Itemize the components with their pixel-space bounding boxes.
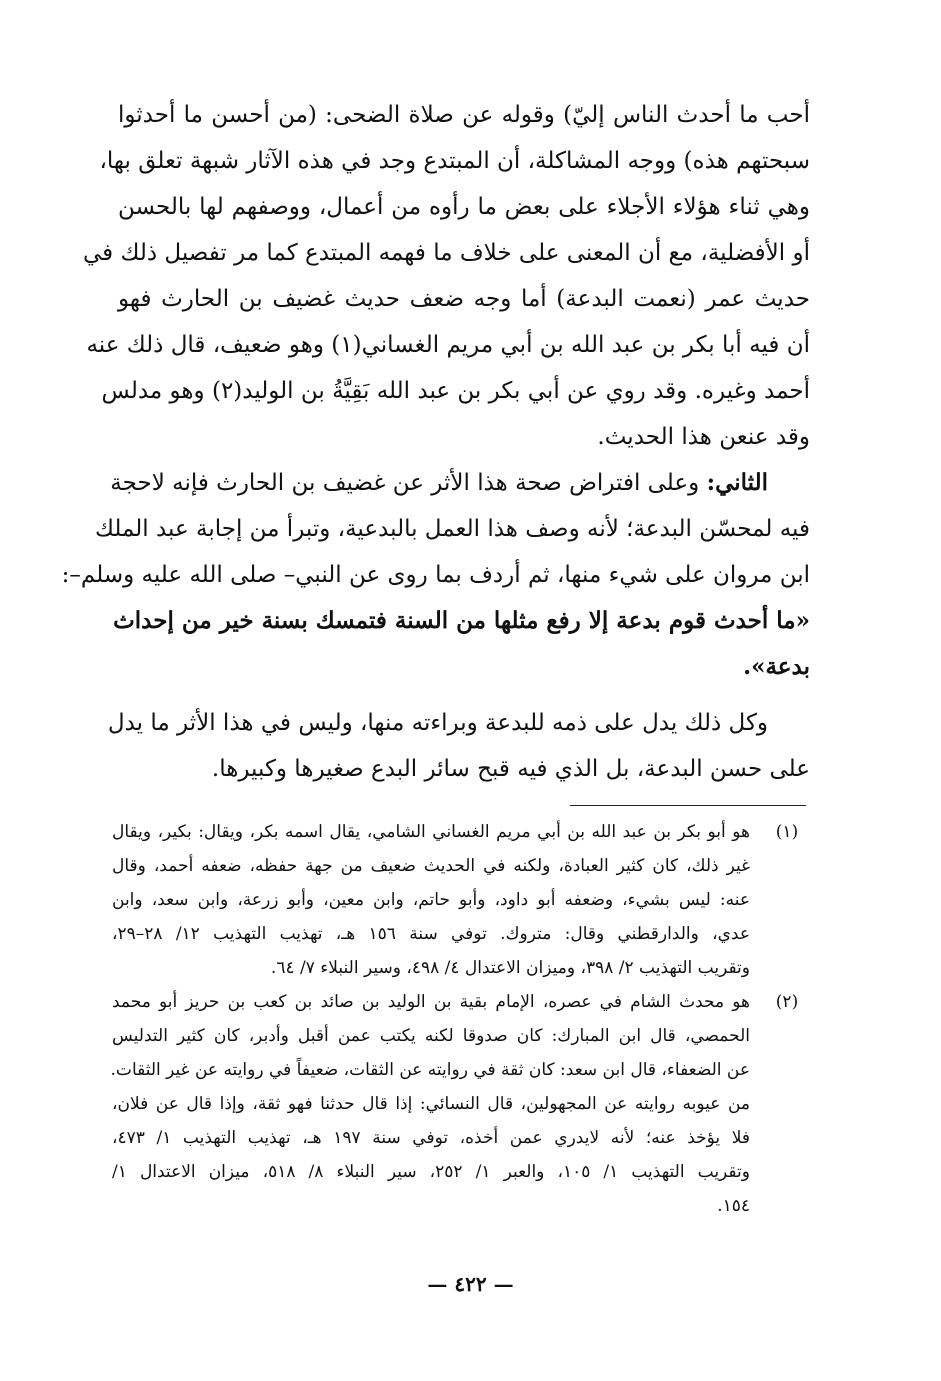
footnote-line: عن الضعفاء، قال ابن سعد: كان ثقة في روايته عن الثقات، ضعيفاً في روايته عن غير الثقات. [110,1060,750,1080]
text-line: سبحتهم هذه) ووجه المشاكلة، أن المبتدع وجد في هذه الآثار شبهة تعلق بها، [99,148,810,174]
paragraph-3 [107,700,810,792]
footnote-line: وتقريب التهذيب ٢/ ٣٩٨، وميزان الاعتدال ٤/ ٤٩٨، وسير النبلاء ٧/ ٦٤. [270,958,750,978]
text-line: وكل ذلك يدل على ذمه للبدعة وبراءته منها، وليس في هذا الأثر ما يدل [107,710,768,736]
text-span: وعلى افتراض صحة هذا الأثر عن غضيف بن الحارث فإنه لاحجة [110,470,707,496]
hadith-line: بدعة». [743,653,810,680]
text-line: أحب ما أحدث الناس إليّ) وقوله عن صلاة الضحى: (من أحسن ما أحدثوا [118,102,810,128]
footnote-line: من عيوبه روايته عن المجهولين، قال النسائي: إذا قال حدثنا فهو ثقة، وإذا قال عن فلان، [112,1094,750,1114]
paragraph-1 [83,92,810,460]
text-line: وقد عنعن هذا الحديث. [597,424,810,450]
text-line: على حسن البدعة، بل الذي فيه قبح سائر البدع صغيرها وكبيرها. [211,756,810,782]
footnote-line: هو محدث الشام في عصره، الإمام بقية بن الوليد بن صائد بن كعب بن حريز أبو محمد [112,992,750,1012]
text-line: أو الأفضلية، مع أن المعنى على خلاف ما فهمه المبتدع كما مر تفصيل ذلك في [83,240,810,266]
page-number: — ٤٢٢ — [427,1272,514,1296]
text-line: فيه لمحسّن البدعة؛ لأنه وصف هذا العمل بالبدعية، وتبرأ من إجابة عبد الملك [94,516,810,542]
text-line: وهي ثناء هؤلاء الأجلاء على بعض ما رأوه من أعمال، ووصفهم لها بالحسن [118,194,810,220]
hadith-line: «ما أحدث قوم بدعة إلا رفع مثلها من السنة فتمسك بسنة خير من إحداث [113,607,810,634]
footnote-number: (٢) [775,992,799,1012]
text-line: أن فيه أبا بكر بن عبد الله بن أبي مريم الغساني(١) وهو ضعيف، قال ذلك عنه [86,332,810,358]
footnote-line: ١٥٤. [717,1196,750,1216]
footnote-number: (١) [775,822,799,842]
footnote-line: فلا يؤخذ عنه؛ لأنه لايدري عمن أخذه، توفي سنة ١٩٧ هـ، تهذيب التهذيب ١/ ٤٧٣، [112,1128,750,1148]
footnote-line: الحمصي، قال ابن المبارك: كان صدوقا لكنه يكتب عمن أقبل وأدبر، كان كثير التدليس [112,1026,750,1046]
footnote-line: عنه: ليس بشيء، وضعفه أبو داود، وأبو حاتم، وابن معين، وأبو زرعة، وابن سعد، وابن [112,890,750,910]
footnote-line: عدي، والدارقطني وقال: متروك. توفي سنة ١٥٦ هـ، تهذيب التهذيب ١٢/ ٢٨–٢٩، [112,924,750,944]
text-line: حديث عمر (نعمت البدعة) أما وجه ضعف حديث غضيف بن الحارث فهو [118,286,810,312]
footnote-separator [570,805,806,806]
footnote-line: وتقريب التهذيب ١/ ١٠٥، والعبر ١/ ٢٥٢، سير النبلاء ٨/ ٥١٨، ميزان الاعتدال ١/ [112,1162,750,1182]
text-line [110,460,810,506]
text-line: ابن مروان على شيء منها، ثم أردف بما روى عن النبي– صلى الله عليه وسلم–: [61,562,810,588]
footnotes [112,815,812,1223]
footnote-2 [112,985,812,1223]
footnote-line: هو أبو بكر بن عبد الله بن أبي مريم الغساني الشامي، يقال اسمه بكر، ويقال: بكير، ويقال [112,822,750,842]
paragraph-2 [61,460,810,690]
text-line: أحمد وغيره. وقد روي عن أبي بكر بن عبد الله بَقِيَّةُ بن الوليد(٢) وهو مدلس [101,378,810,404]
section-lead: الثاني: [706,469,768,496]
footnote-line: غير ذلك، كان كثير العبادة، ولكنه في الحديث ضعيف من جهة حفظه، ضعفه أحمد، وقال [112,856,750,876]
footnote-1 [112,815,812,985]
